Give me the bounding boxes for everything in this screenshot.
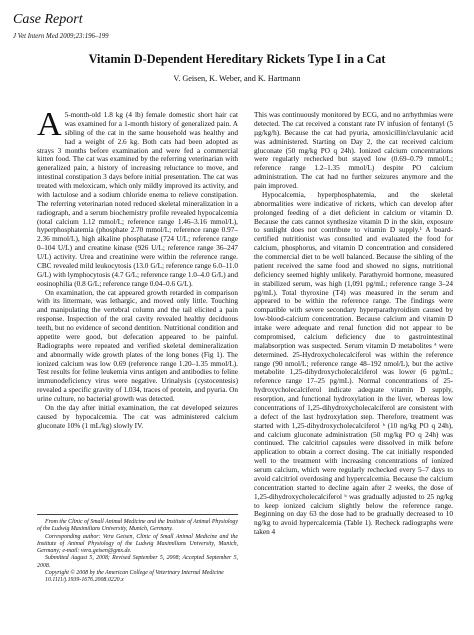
footnote-corresponding-author: Corresponding author: Vera Geisen, Clinic of Small Animal Medicine and the Institute of Animal Physiology of the Ludwig Maximilians University, Munich, Germany; e-mail: vera.geisen@gmx.de. [37,533,238,555]
paragraph-text: 5-month-old 1.8 kg (4 lb) female domestic short hair cat was examined for a 1-month history of generalized pain. A sibling of the cat in the same household was healthy and had a weight of 2.6 kg. Both cats had been adopted as strays 3 months before examination and were fed a commercial kitten food. The cat was examined by the referring veterinarian with generalized pain, a history of increasing reluctance to move, and intestinal constipation 3 days before initial presentation. The cat was treated with meloxicam, which only mildly improved its activity, and with lactulose and a sodium chloride enema to relieve constipation. The referring veterinarian noted reduced skeletal mineralization in a radiograph, and a serum biochemistry profile revealed hypocalcemia (total calcium 1.12 mmol/L; reference range 1.46–3.16 mmol/L), hyperphosphatemia (phosphate 2.70 mmol/L; reference range 0.97–2.36 mmol/L), high alkaline phosphatase (724 U/L; reference range 0–104 U/L) and creatine kinase (926 U/L; reference range 36–247 U/L) activity. Urea and creatinine were within the reference range. CBC revealed mild leukocytosis (13.0 G/L; reference range 6.0–11.0 G/L) with lymphocytosis (4.7 G/L; reference range 1.0–4.0 G/L) and eosinophilia (0.8 G/L; reference range 0.04–0.6 G/L). [37,111,238,288]
body-paragraph: On examination, the cat appeared growth retarded in comparison with its littermate, was lethargic, and moved only little. Touching and manipulating the vertebral column and the tail elicited a pain response. Inspection of the oral cavity revealed healthy deciduous teeth, but no evidence of second dentition. Nutritional condition and appetite were good, but defecation appeared to be painful. Radiographs were repeated and verified skeletal demineralization and abnormally wide growth plates of the long bones (Fig 1). The ionized calcium was low 0.69 (reference range 1.20–1.35 mmol/L). Test results for feline leukemia virus antigen and antibodies to feline immunodeficiency virus were negative. Urinalysis (cystocentesis) revealed a specific gravity of 1.034, traces of protein, and pyuria. On urine culture, no bacterial growth was detected. [37,288,238,403]
body-paragraph: This was continuously monitored by ECG, and no arrhythmias were detected. The cat received a constant rate IV infusion of fentanyl (5 µg/kg/h). Because the cat had pyuria, amoxicillin/clavulanic acid was administered. Starting on Day 2, the cat received calcium gluconate (50 mg/kg PO q 24h). Ionized calcium concentrations were regularly rechecked but stayed low (0.69–0.79 mmol/L; reference range 1.2–1.35 mmol/L) despite PO calcium administration. The cat had no further seizures anymore and the pain improved. [254,111,453,190]
footnote-doi: 10.1111/j.1939-1676.2008.0220.x [45,577,124,584]
body-paragraph: Hypocalcemia, hyperphosphatemia, and the skeletal abnormalities were indicative of rickets, which can develop after prolonged feeding of a diet deficient in calcium or vitamin D. Because the cats cannot synthesize vitamin D in the skin, exposure to sunlight does not contribute to vitamin D supply.¹ A board-certified nutritionist was consulted and evaluated the food for calcium, phosphorus, and vitamin D concentration and considered the commercial diet to be well balanced. Because the sibling of the patient received the same food and showed no signs, nutritional deficiency seemed highly unlikely. Parathyroid hormone, measured in stabilized serum, was high (1,091 pg/mL; reference range 3–24 pg/mL). Total thyroxine (T4) was measured in the serum and appeared to be within the reference range. The findings were compatible with severe secondary hyperparathyroidism caused by low-blood-calcium concentration. Because calcium and vitamin D intake were adequate and renal function did not appear to be compromised, calcium deficiency due to gastrointestinal malabsorption was suspected. Serum vitamin D metabolites ª were determined. 25-Hydroxycholecalciferol was within the reference range (90 nmol/L; reference range 48–192 nmol/L), but the active metabolite 1,25-dihydroxycholecalciferol was lower (6 pg/mL; reference range 17–25 pg/mL). Normal concentrations of 25-hydroxycholecalciferol indicate adequate vitamin D supply, resorption, and functional hydroxylation in the liver, whereas low concentrations of 1,25-dihydroxycholecalciferol are consistent with a defect of the last hydroxylation step. Therefore, treatment was started with 1,25-dihydroxycholecalciferol ᵇ (10 ng/kg PO q 24h), and calcium gluconate administration (50 mg/kg PO q 24h) was continued. The calcitriol capsules were dissolved in milk before application to obtain a correct dosing. The cat initially responded well to the treatment with increasing concentrations of ionized serum calcium, which were regularly rechecked every 5–7 days to avoid calcitriol overdosing and hypercalcemia. Because the calcium concentration started to decline again after 2 weeks, the dose of 1,25-dihydroxycholecalciferol ᵇ was gradually adjusted to 25 ng/kg to keep ionized calcium slightly below the reference range. Beginning on day 63 the dose had to be gradually decreased to 10 ng/kg to avoid hypercalcemia (Table 1). Recheck radiographs were taken 4 [254,190,453,537]
section-label: Case Report [13,12,83,27]
footnote-affiliation: From the Clinic of Small Animal Medicine and the Institute of Animal Physiology of the Ludwig Maximilians University, Munich, Germany. [37,519,238,533]
body-paragraph [37,106,238,289]
footnote-copyright: Copyright © 2008 by the American College of Veterinary Internal Medicine [45,570,224,577]
right-column [254,111,453,537]
footnotes [37,519,238,585]
article-authors: V. Geisen, K. Weber, and K. Hartmann [173,74,301,83]
footnote-submission-dates: Submitted August 5, 2008; Revised September 5, 2008; Accepted September 5, 2008. [37,555,238,569]
body-paragraph: On the day after initial examination, the cat developed seizures caused by hypocalcemia. The cat was administered calcium gluconate 10% (1 mL/kg) slowly IV. [37,403,238,430]
footnote-divider [37,514,238,515]
article-title: Vitamin D-Dependent Hereditary Rickets Type I in a Cat [88,52,386,66]
journal-reference: J Vet Intern Med 2009;23:196–199 [13,33,109,40]
drop-cap: A [37,106,62,143]
left-column [37,106,238,431]
